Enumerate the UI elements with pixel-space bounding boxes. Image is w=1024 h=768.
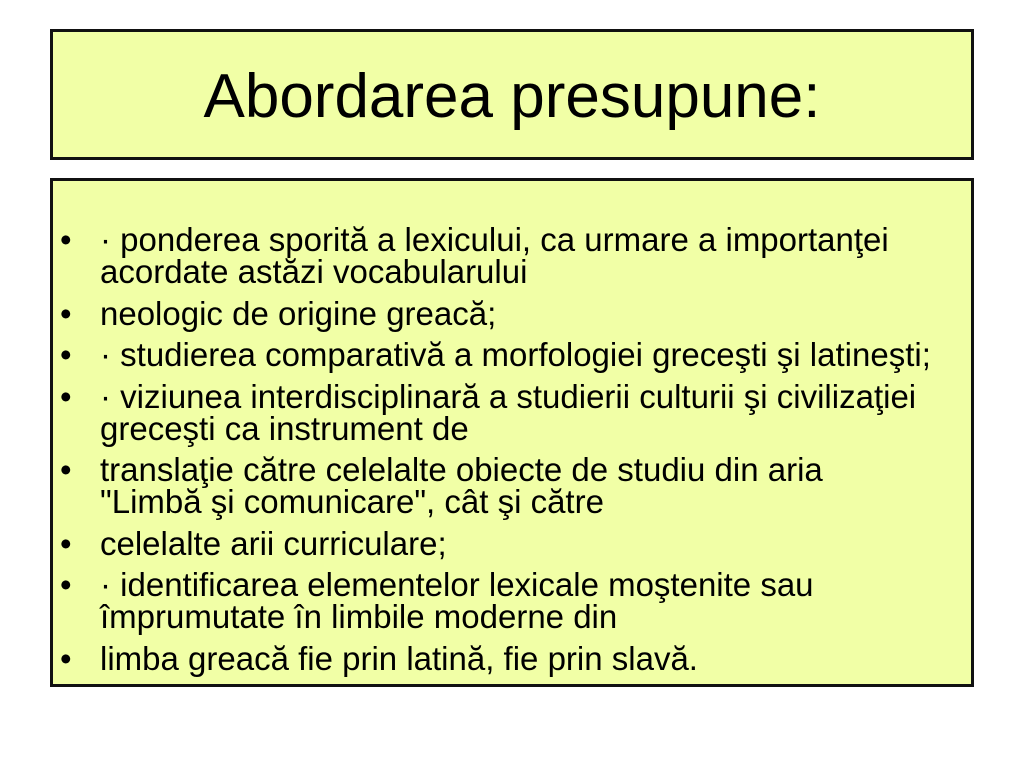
bullet-item — [53, 221, 971, 290]
bullet-icon: • — [60, 524, 72, 562]
bullet-text-line: împrumutate în limbile moderne din — [100, 598, 618, 635]
bullet-item — [53, 294, 971, 332]
bullet-icon: • — [60, 639, 72, 677]
bullet-text-line: greceşti ca instrument de — [100, 409, 469, 447]
bullet-list — [53, 181, 971, 675]
bullet-text-line: celelalte arii curriculare; — [100, 524, 447, 562]
bullet-item — [53, 451, 971, 520]
bullet-item — [53, 524, 971, 562]
bullet-icon: • — [60, 221, 72, 258]
bullet-icon: • — [60, 566, 72, 603]
bullet-icon: • — [60, 294, 72, 332]
bullet-text-line: limba greacă fie prin latină, fie prin slavă. — [100, 639, 698, 677]
bullet-item — [53, 377, 971, 447]
bullet-text-line: neologic de origine greacă; — [100, 294, 497, 332]
title-box — [50, 29, 974, 160]
slide-title: Abordarea presupune: — [203, 61, 821, 131]
bullet-text-line: translaţie către celelalte obiecte de studiu din aria — [100, 451, 823, 488]
bullet-text-line: · viziunea interdisciplinară a studierii culturii şi civilizaţiei — [100, 377, 917, 415]
bullet-item — [53, 639, 971, 677]
bullet-text-line: acordate astăzi vocabularului — [100, 253, 528, 290]
bullet-item — [53, 566, 971, 635]
bullet-text-line: · studierea comparativă a morfologiei greceşti şi latineşti; — [100, 336, 931, 373]
bullet-icon: • — [60, 336, 72, 373]
bullet-icon: • — [60, 377, 72, 415]
bullet-item — [53, 336, 971, 373]
bullet-icon: • — [60, 451, 72, 488]
bullet-text-line: · ponderea sporită a lexicului, ca urmare a importanţei — [100, 221, 889, 258]
bullet-text-line: "Limbă şi comunicare", cât şi către — [100, 483, 604, 520]
bullet-text-line: · identificarea elementelor lexicale moştenite sau — [100, 566, 814, 603]
content-box — [50, 178, 974, 687]
